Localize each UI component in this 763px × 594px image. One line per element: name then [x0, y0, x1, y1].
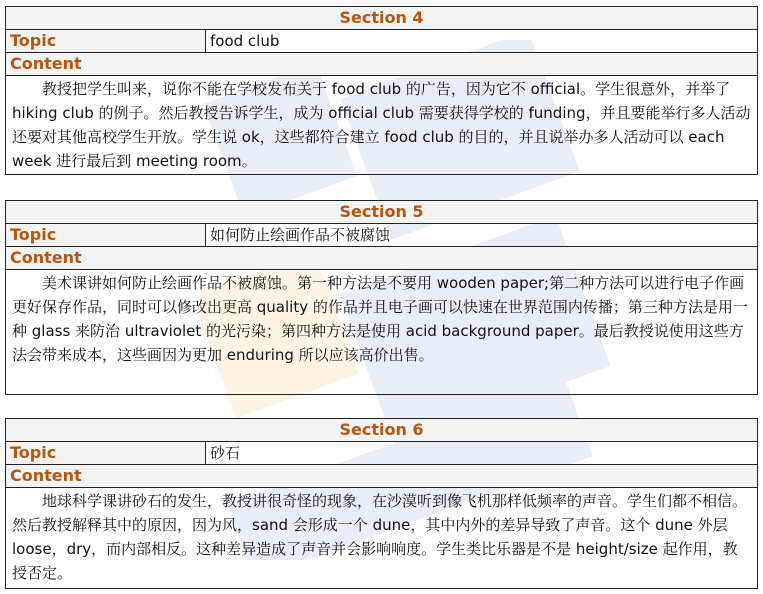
topic-row [6, 30, 757, 53]
content-text: 地球科学课讲砂石的发生，教授讲很奇怪的现象，在沙漠听到像飞机那样低频率的声音。学生们都不相信。然后教授解释其中的原因，因为风，sand 会形成一个 dune，其中内外的差异导致了声音。这个 dune 外层 loose，dry，而内部相反。这种差异造成了声音并会影响响度。学生类比乐器是不是 height/size 起作用，教授否定。 [12, 492, 748, 582]
section-header: Section 5 [6, 201, 757, 224]
content-label: Content [6, 465, 757, 488]
content-label: Content [6, 247, 757, 270]
section-5-table [5, 200, 758, 395]
topic-value: 如何防止绘画作品不被腐蚀 [210, 226, 391, 244]
content-text: 教授把学生叫来，说你不能在学校发布关于 food club 的广告，因为它不 official。学生很意外，并举了 hiking club 的例子。然后教授告诉学生，成为 official club 需要获得学校的 funding，并且要能举行多人活动还要对其他高校学生开放。学生说 ok，这些都符合建立 food club 的目的，并且说举办多人活动可以 each week 进行最后到 meeting room。 [12, 80, 751, 170]
topic-label: Topic [6, 224, 206, 246]
topic-row [6, 224, 757, 247]
topic-label: Topic [6, 442, 206, 464]
topic-label: Topic [6, 30, 206, 52]
topic-row [6, 442, 757, 465]
section-6-table [5, 418, 758, 589]
section-header: Section 4 [6, 7, 757, 30]
section-header: Section 6 [6, 419, 757, 442]
content-label: Content [6, 53, 757, 76]
topic-value: food club [210, 32, 280, 50]
topic-value: 砂石 [210, 444, 241, 462]
section-4-table [5, 6, 758, 175]
content-text: 美术课讲如何防止绘画作品不被腐蚀。第一种方法是不要用 wooden paper;第二种方法可以进行电子作画更好保存作品，同时可以修改出更高 quality 的作品并且电子画可以快速在世界范围内传播；第三种方法是用一种 glass 来防治 ultraviolet 的光污染；第四种方法是使用 acid background paper。最后教授说使用这些方法会带来成本，这些画因为更加 enduring 所以应该高价出售。 [12, 274, 748, 364]
